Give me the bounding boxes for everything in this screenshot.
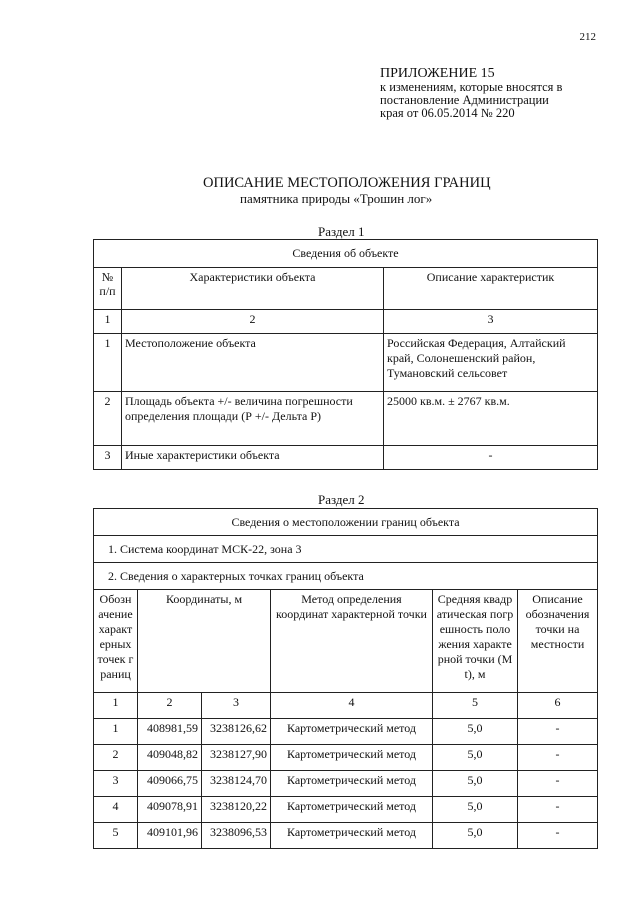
error-mt: 5,0 — [433, 719, 518, 745]
column-index: 2 — [122, 310, 384, 334]
description: 25000 кв.м. ± 2767 кв.м. — [384, 392, 598, 446]
mark-description: - — [518, 797, 598, 823]
characteristic: Иные характеристики объекта — [122, 446, 384, 470]
method: Картометрический метод — [271, 797, 433, 823]
table-header: Сведения о местоположении границ объекта — [94, 509, 598, 536]
appendix-line: к изменениям, которые вносятся в — [380, 80, 563, 94]
appendix-title: ПРИЛОЖЕНИЕ 15 — [380, 66, 495, 81]
column-index: 5 — [433, 693, 518, 719]
section2-label: Раздел 2 — [318, 492, 365, 507]
description: - — [384, 446, 598, 470]
point-id: 1 — [94, 719, 138, 745]
mark-description: - — [518, 823, 598, 849]
section1-label: Раздел 1 — [318, 224, 365, 239]
mark-description: - — [518, 745, 598, 771]
column-index: 6 — [518, 693, 598, 719]
mark-description: - — [518, 719, 598, 745]
coord-y: 3238124,70 — [202, 771, 271, 797]
coord-y: 3238127,90 — [202, 745, 271, 771]
coordinate-system: 1. Система координат МСК-22, зона 3 — [94, 536, 598, 563]
method: Картометрический метод — [271, 823, 433, 849]
point-id: 5 — [94, 823, 138, 849]
column-index: 4 — [271, 693, 433, 719]
coord-x: 409101,96 — [138, 823, 202, 849]
page-number: 212 — [579, 31, 596, 43]
method: Картометрический метод — [271, 745, 433, 771]
coord-x: 409048,82 — [138, 745, 202, 771]
points-title: 2. Сведения о характерных точках границ объекта — [94, 563, 598, 590]
column-index: 3 — [202, 693, 271, 719]
point-id: 4 — [94, 797, 138, 823]
error-mt: 5,0 — [433, 745, 518, 771]
coord-x: 409078,91 — [138, 797, 202, 823]
coord-x: 408981,59 — [138, 719, 202, 745]
document-title: ОПИСАНИЕ МЕСТОПОЛОЖЕНИЯ ГРАНИЦ — [203, 175, 491, 191]
table-header: Сведения об объекте — [94, 240, 598, 268]
column-header: Описание обозначения точки на местности — [518, 590, 598, 693]
point-id: 2 — [94, 745, 138, 771]
column-index: 2 — [138, 693, 202, 719]
coord-y: 3238096,53 — [202, 823, 271, 849]
column-header: Характеристики объекта — [122, 268, 384, 310]
column-index: 3 — [384, 310, 598, 334]
mark-description: - — [518, 771, 598, 797]
column-header: Средняя квадратическая погрешность положения характерной точки (Mt), м — [433, 590, 518, 693]
row-number: 3 — [94, 446, 122, 470]
appendix-block — [380, 66, 562, 120]
error-mt: 5,0 — [433, 797, 518, 823]
row-number: 2 — [94, 392, 122, 446]
column-header: Координаты, м — [138, 590, 271, 693]
characteristic: Площадь объекта +/- величина погрешности определения площади (Р +/- Дельта Р) — [122, 392, 384, 446]
coord-y: 3238120,22 — [202, 797, 271, 823]
characteristic: Местоположение объекта — [122, 334, 384, 392]
description: Российская Федерация, Алтайский край, Солонешенский район, Тумановский сельсовет — [384, 334, 598, 392]
point-id: 3 — [94, 771, 138, 797]
coord-x: 409066,75 — [138, 771, 202, 797]
column-header: Описание характеристик — [384, 268, 598, 310]
error-mt: 5,0 — [433, 771, 518, 797]
coord-y: 3238126,62 — [202, 719, 271, 745]
appendix-line: края от 06.05.2014 № 220 — [380, 106, 515, 120]
row-number: 1 — [94, 334, 122, 392]
column-index: 1 — [94, 693, 138, 719]
column-header: Обозначение характерных точек границ — [94, 590, 138, 693]
method: Картометрический метод — [271, 719, 433, 745]
error-mt: 5,0 — [433, 823, 518, 849]
document-subtitle: памятника природы «Трошин лог» — [240, 191, 433, 206]
method: Картометрический метод — [271, 771, 433, 797]
column-header: № п/п — [94, 268, 122, 310]
section2-table — [93, 508, 598, 849]
section1-table — [93, 239, 598, 470]
column-header: Метод определения координат характерной точки — [271, 590, 433, 693]
column-index: 1 — [94, 310, 122, 334]
appendix-line: постановление Администрации — [380, 93, 549, 107]
